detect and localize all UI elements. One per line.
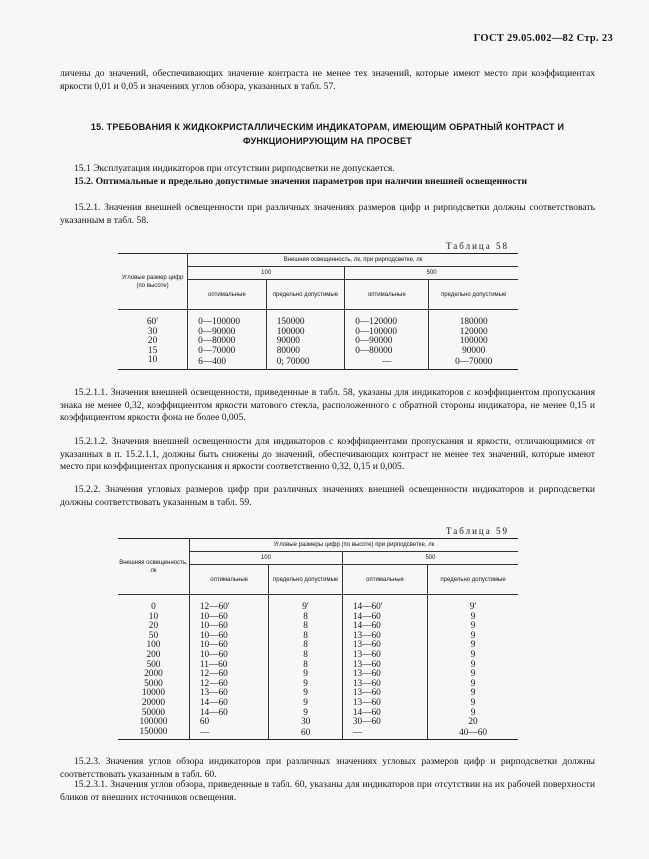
table59-cell: 13—60 bbox=[342, 699, 427, 709]
table59-cell: 5000 bbox=[118, 680, 189, 690]
table59-cell: 10—60 bbox=[189, 622, 268, 632]
table59-cell: 9′ bbox=[269, 603, 343, 613]
table59-cell: 8 bbox=[269, 613, 343, 623]
table59-cell: 20 bbox=[428, 718, 518, 728]
table-row bbox=[118, 632, 518, 642]
table58-cell: 0—90000 bbox=[188, 328, 267, 338]
table-row bbox=[118, 661, 518, 671]
table-row bbox=[118, 699, 518, 709]
table59-caption: Таблица 59 bbox=[446, 526, 509, 536]
table-row bbox=[118, 613, 518, 623]
table59-cell: 12—60′ bbox=[189, 603, 268, 613]
table59-cell: 12—60 bbox=[189, 670, 268, 680]
table59-cell: 30—60 bbox=[342, 718, 427, 728]
table59-cell: 10 bbox=[118, 613, 189, 623]
table59-cell: 9 bbox=[428, 622, 518, 632]
table59-col-main: Внешняя освещенность, лк bbox=[118, 539, 189, 595]
table58-caption: Таблица 58 bbox=[446, 241, 509, 251]
section-title: 15. ТРЕБОВАНИЯ К ЖИДКОКРИСТАЛЛИЧЕСКИМ ИНДИКАТОРАМ, ИМЕЮЩИМ ОБРАТНЫЙ КОНТРАСТ И ФУНКЦИОНИРУЮЩИМ НА ПРОСВЕТ bbox=[90, 122, 565, 146]
table-row bbox=[118, 709, 518, 719]
table59-sub-lim-100: предельно допустимые bbox=[269, 565, 343, 595]
table59-cell: 50000 bbox=[118, 709, 189, 719]
table59-cell: 14—60′ bbox=[342, 603, 427, 613]
table59-cell: 200 bbox=[118, 651, 189, 661]
table58-group-500: 500 bbox=[345, 267, 518, 280]
table-59 bbox=[118, 538, 518, 740]
table59-cell: 30 bbox=[269, 718, 343, 728]
table59-cell: 14—60 bbox=[342, 613, 427, 623]
table59-cell: 14—60 bbox=[189, 699, 268, 709]
table58-cell: 30 bbox=[118, 328, 188, 338]
table-row bbox=[118, 603, 518, 613]
table59-cell: 9 bbox=[428, 661, 518, 671]
table59-cell: 12—60 bbox=[189, 680, 268, 690]
table-row bbox=[118, 651, 518, 661]
table59-cell: 20000 bbox=[118, 699, 189, 709]
table-row bbox=[118, 356, 518, 369]
table59-cell: 100 bbox=[118, 641, 189, 651]
table59-cell: 50 bbox=[118, 632, 189, 642]
table59-cell: 13—60 bbox=[342, 632, 427, 642]
table59-cell: 9 bbox=[428, 699, 518, 709]
table59-cell: 20 bbox=[118, 622, 189, 632]
table58-cell: 180000 bbox=[429, 318, 518, 328]
table58-cell: 60′ bbox=[118, 318, 188, 328]
table-row bbox=[118, 641, 518, 651]
table-row bbox=[118, 689, 518, 699]
table59-cell: 9 bbox=[269, 709, 343, 719]
table58-group-100: 100 bbox=[188, 267, 345, 280]
table58-cell: 0—80000 bbox=[345, 347, 429, 357]
table59-cell: 13—60 bbox=[189, 689, 268, 699]
table58-cell: 0—120000 bbox=[345, 318, 429, 328]
table58-cell: 15 bbox=[118, 347, 188, 357]
table59-cell: 9 bbox=[269, 689, 343, 699]
table59-cell: 9 bbox=[428, 613, 518, 623]
table59-cell: 14—60 bbox=[342, 622, 427, 632]
paragraph-15-2-1: 15.2.1. Значения внешней освещенности при различных значениях размеров цифр и рирподсветки должны соответствовать указанным в табл. 58. bbox=[60, 202, 595, 226]
table59-cell: 60 bbox=[269, 728, 343, 740]
table-row bbox=[118, 318, 518, 328]
table-row bbox=[118, 728, 518, 740]
table59-cell: 9 bbox=[428, 641, 518, 651]
table59-cell: 9 bbox=[428, 651, 518, 661]
table-row bbox=[118, 622, 518, 632]
table58-sub-lim-500: предельно допустимые bbox=[429, 280, 518, 310]
table59-cell: 10—60 bbox=[189, 632, 268, 642]
table59-cell: 9 bbox=[269, 680, 343, 690]
table58-cell: — bbox=[345, 356, 429, 369]
table58-cell: 150000 bbox=[266, 318, 345, 328]
table59-cell: 13—60 bbox=[342, 651, 427, 661]
table58-cell: 10 bbox=[118, 356, 188, 369]
table58-cell: 0—70000 bbox=[429, 356, 518, 369]
table59-cell: 40—60 bbox=[428, 728, 518, 740]
table59-cell: 13—60 bbox=[342, 680, 427, 690]
table-row bbox=[118, 718, 518, 728]
paragraph-15-2-1-1: 15.2.1.1. Значения внешней освещенности, приведенные в табл. 58, указаны для индикаторов с коэффициентом пропускания знака не менее 0,32, коэффициентом яркости матового стекла, расположенного с обратной стороны индикатора, не менее 0,15 и коэффициентом яркости фона не более 0,005. bbox=[60, 387, 595, 424]
paragraph-15-2-1-2: 15.2.1.2. Значения внешней освещенности для индикаторов с коэффициентами пропускания и яркости, отличающимися от указанных в п. 15.2.1.1, должны быть снижены до значений, обеспечивающих контраст не менее тех значений, которые имеют место при коэффициентах пропускания и яркости соответственно 0,32, 0,15 и 0,005. bbox=[60, 436, 595, 473]
table58-cell: 0; 70000 bbox=[266, 356, 345, 369]
paragraph-15-1: 15.1 Эксплуатация индикаторов при отсутствии рирподсветки не допускается. bbox=[74, 163, 395, 174]
table59-cell: 150000 bbox=[118, 728, 189, 740]
table58-sub-opt-100: оптимальные bbox=[188, 280, 267, 310]
intro-paragraph: личены до значений, обеспечивающих значение контраста не менее тех значений, которые имеют место при коэффициентах яркости 0,01 и 0,05 и значениях углов обзора, указанных в табл. 57. bbox=[60, 68, 595, 92]
table58-cell: 0—90000 bbox=[345, 337, 429, 347]
table59-cell: 14—60 bbox=[342, 709, 427, 719]
table-58 bbox=[118, 253, 518, 370]
table58-cell: 6—400 bbox=[188, 356, 267, 369]
table59-cell: 10—60 bbox=[189, 613, 268, 623]
paragraph-15-2-3: 15.2.3. Значения углов обзора индикаторов при различных значениях угловых размеров цифр и рирподсветки должны соответствовать указанным в табл. 60. bbox=[60, 756, 595, 780]
table59-group-header: Угловые размеры цифр (по высоте) при рирподсветке, лк bbox=[189, 539, 518, 552]
table58-cell: 90000 bbox=[266, 337, 345, 347]
table58-cell: 90000 bbox=[429, 347, 518, 357]
table59-cell: 9 bbox=[269, 670, 343, 680]
table58-sub-lim-100: предельно допустимые bbox=[266, 280, 345, 310]
table59-cell: 13—60 bbox=[342, 641, 427, 651]
paragraph-15-2-2: 15.2.2. Значения угловых размеров цифр при различных значениях внешней освещенности индикаторов и рирподсветки должны соответствовать указанным в табл. 59. bbox=[60, 484, 595, 508]
table59-cell: 8 bbox=[269, 632, 343, 642]
paragraph-15-2: 15.2. Оптимальные и предельно допустимые значения параметров при наличии внешней освещенности bbox=[74, 176, 527, 187]
table59-cell: 14—60 bbox=[189, 709, 268, 719]
table59-cell: 13—60 bbox=[342, 689, 427, 699]
table59-cell: 60 bbox=[189, 718, 268, 728]
table59-cell: 10—60 bbox=[189, 641, 268, 651]
table58-cell: 0—100000 bbox=[345, 328, 429, 338]
table59-cell: 8 bbox=[269, 622, 343, 632]
table59-cell: 8 bbox=[269, 661, 343, 671]
table59-cell: 9 bbox=[428, 689, 518, 699]
table59-cell: 9 bbox=[428, 632, 518, 642]
table58-group-header: Внешняя освещенность, лк, при рирподсветке, лк bbox=[188, 254, 518, 267]
table59-cell: 13—60 bbox=[342, 670, 427, 680]
table59-cell: 100000 bbox=[118, 718, 189, 728]
table59-cell: 9′ bbox=[428, 603, 518, 613]
table-row bbox=[118, 347, 518, 357]
table59-cell: 2000 bbox=[118, 670, 189, 680]
table59-sub-opt-500: оптимальные bbox=[342, 565, 427, 595]
table59-group-100: 100 bbox=[189, 552, 342, 565]
table59-sub-opt-100: оптимальные bbox=[189, 565, 268, 595]
table59-cell: — bbox=[342, 728, 427, 740]
table58-cell: 80000 bbox=[266, 347, 345, 357]
paragraph-15-2-3-1: 15.2.3.1. Значения углов обзора, приведенные в табл. 60, указаны для индикаторов при отсутствии на их рабочей поверхности бликов от внешних источников освещения. bbox=[60, 779, 595, 803]
table-row bbox=[118, 680, 518, 690]
table58-col-main: Угловые размер цифр (по высоте) bbox=[118, 254, 188, 310]
table59-cell: 13—60 bbox=[342, 661, 427, 671]
page-header: ГОСТ 29.05.002—82 Стр. 23 bbox=[473, 33, 613, 44]
table58-cell: 0—80000 bbox=[188, 337, 267, 347]
table58-cell: 120000 bbox=[429, 328, 518, 338]
table-row bbox=[118, 328, 518, 338]
table59-cell: 9 bbox=[269, 699, 343, 709]
table58-cell: 0—100000 bbox=[188, 318, 267, 328]
table-row bbox=[118, 337, 518, 347]
table59-cell: 11—60 bbox=[189, 661, 268, 671]
table59-cell: 8 bbox=[269, 641, 343, 651]
table59-cell: 9 bbox=[428, 670, 518, 680]
table59-cell: 0 bbox=[118, 603, 189, 613]
table-row bbox=[118, 670, 518, 680]
table59-cell: 9 bbox=[428, 709, 518, 719]
table58-cell: 100000 bbox=[266, 328, 345, 338]
table58-cell: 0—70000 bbox=[188, 347, 267, 357]
table59-cell: 500 bbox=[118, 661, 189, 671]
table59-cell: 10000 bbox=[118, 689, 189, 699]
table59-cell: — bbox=[189, 728, 268, 740]
table59-group-500: 500 bbox=[342, 552, 518, 565]
table59-cell: 9 bbox=[428, 680, 518, 690]
table59-sub-lim-500: предельно допустимые bbox=[428, 565, 518, 595]
table59-cell: 10—60 bbox=[189, 651, 268, 661]
table58-cell: 20 bbox=[118, 337, 188, 347]
table58-cell: 100000 bbox=[429, 337, 518, 347]
table59-cell: 8 bbox=[269, 651, 343, 661]
table58-sub-opt-500: оптимальные bbox=[345, 280, 429, 310]
